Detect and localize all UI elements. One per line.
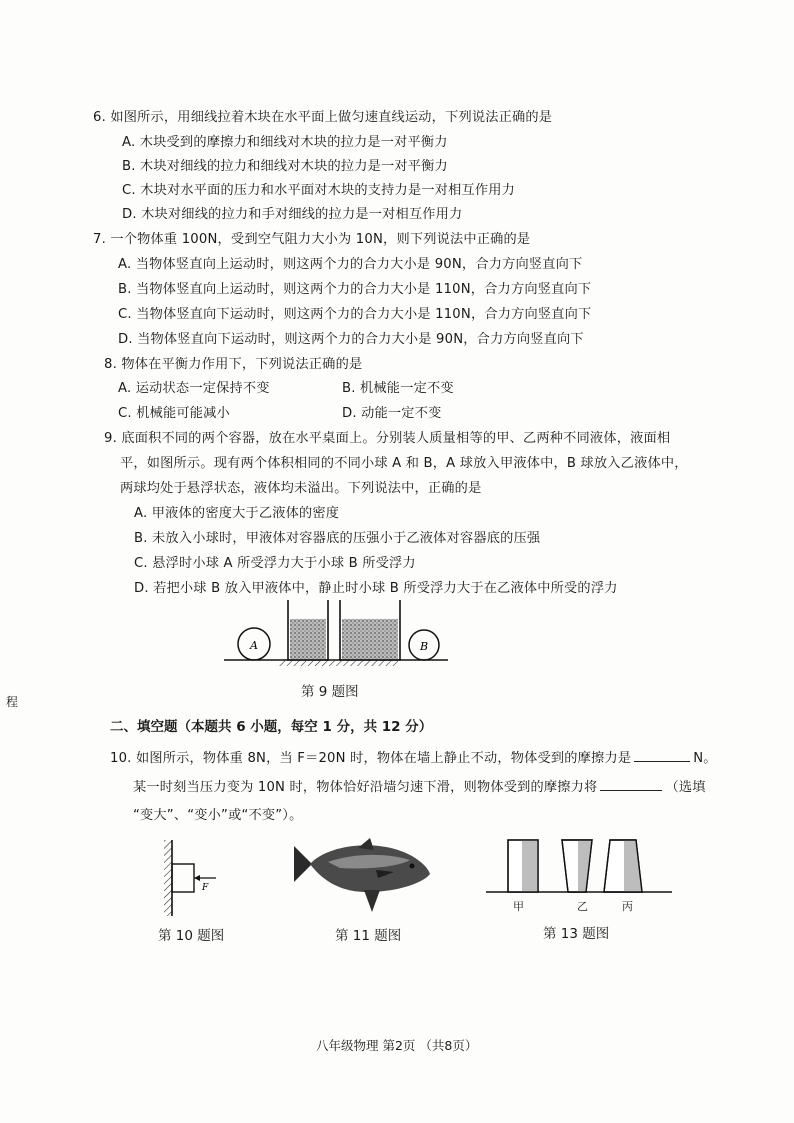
- section-2-title: 二、填空题（本题共 6 小题，每空 1 分，共 12 分）: [110, 719, 433, 735]
- block: [172, 864, 194, 892]
- wall-hatching: [164, 840, 172, 916]
- q9-option-c: C. 悬浮时小球 A 所受浮力大于小球 B 所受浮力: [134, 556, 416, 571]
- q10-answer-blank-1[interactable]: [634, 749, 690, 762]
- q7-option-d: D. 当物体竖直向下运动时，则这两个力的合力大小是 90N，合力方向竖直向下: [118, 332, 584, 347]
- container-yi-13-fill: [578, 840, 592, 892]
- q6-option-a: A. 木块受到的摩擦力和细线对木块的拉力是一对平衡力: [122, 135, 448, 150]
- q7-option-a: A. 当物体竖直向上运动时，则这两个力的合力大小是 90N，合力方向竖直向下: [118, 257, 583, 272]
- q9-stem-line2: 平，如图所示。现有两个体积相同的不同小球 A 和 B，A 球放入甲液体中，B 球放入乙液体中，: [120, 456, 688, 471]
- fish-ventral-fin: [364, 890, 380, 912]
- q10-figure-caption: 第 10 题图: [158, 928, 225, 944]
- ball-b-label: B: [420, 640, 429, 653]
- ball-a-label: A: [250, 639, 258, 652]
- q6-option-c: C. 木块对水平面的压力和水平面对木块的支持力是一对相互作用力: [122, 183, 516, 198]
- q7-stem: 7. 一个物体重 100N，受到空气阻力大小为 10N，则下列说法中正确的是: [93, 232, 531, 247]
- force-label: F: [202, 883, 209, 893]
- q9-stem-line1: 9. 底面积不同的两个容器，放在水平桌面上。分别装人质量相等的甲、乙两种不同液体，液面相: [104, 431, 671, 446]
- q9-figure-caption: 第 9 题图: [301, 684, 359, 700]
- q11-figure: [288, 836, 433, 916]
- q6-option-d: D. 木块对细线的拉力和手对细线的拉力是一对相互作用力: [122, 207, 463, 222]
- q6-stem: 6. 如图所示，用细线拉着木块在水平面上做匀速直线运动，下列说法正确的是: [93, 110, 553, 125]
- q10-line1-text: 10. 如图所示，物体重 8N，当 F＝20N 时，物体在墙上静止不动，物体受到的摩擦力是: [110, 751, 632, 766]
- q9-figure: [218, 600, 458, 672]
- q11-figure-caption: 第 11 题图: [335, 928, 402, 944]
- q9-stem-line3: 两球均处于悬浮状态，液体均未溢出。下列说法中，正确的是: [120, 481, 482, 496]
- q9-option-b: B. 未放入小球时，甲液体对容器底的压强小于乙液体对容器底的压强: [134, 531, 541, 546]
- q8-option-a: A. 运动状态一定保持不变: [118, 381, 270, 396]
- container-jia-13-fill: [522, 840, 538, 892]
- q10-line1: [110, 747, 717, 766]
- q8-option-d: D. 动能一定不变: [342, 406, 442, 421]
- q13-figure-caption: 第 13 题图: [543, 926, 610, 942]
- q10-line2-tail: （选填: [665, 780, 706, 795]
- margin-note: 程: [6, 695, 19, 709]
- fish-tail: [294, 846, 312, 882]
- q8-option-b: B. 机械能一定不变: [342, 381, 454, 396]
- liquid-jia: [290, 619, 326, 659]
- fish-eye: [410, 864, 415, 869]
- q8-stem: 8. 物体在平衡力作用下，下列说法正确的是: [104, 357, 363, 372]
- q10-line1-unit: N。: [693, 751, 717, 766]
- fish-dorsal-fin: [358, 838, 374, 850]
- page-footer: 八年级物理 第2页 （共8页）: [316, 1038, 478, 1053]
- q7-option-b: B. 当物体竖直向上运动时，则这两个力的合力大小是 110N，合力方向竖直向下: [118, 282, 592, 297]
- table-surface-hatching: [278, 660, 398, 666]
- q13-label-jia: 甲: [513, 900, 524, 913]
- q13-label-bing: 丙: [622, 900, 633, 913]
- q8-option-c: C. 机械能可能减小: [118, 406, 230, 421]
- q10-line2: [133, 776, 706, 795]
- q10-line2-text: 某一时刻当压力变为 10N 时，物体恰好沿墙匀速下滑，则物体受到的摩擦力将: [133, 780, 598, 795]
- q9-option-a: A. 甲液体的密度大于乙液体的密度: [134, 506, 340, 521]
- q6-option-b: B. 木块对细线的拉力和细线对木块的拉力是一对平衡力: [122, 159, 448, 174]
- q9-option-d: D. 若把小球 B 放入甲液体中，静止时小球 B 所受浮力大于在乙液体中所受的浮力: [134, 581, 618, 596]
- liquid-yi: [342, 619, 398, 659]
- q7-option-c: C. 当物体竖直向下运动时，则这两个力的合力大小是 110N，合力方向竖直向下: [118, 307, 592, 322]
- fish-body: [310, 845, 430, 892]
- force-arrow-head: [194, 875, 200, 881]
- q10-figure: [160, 838, 230, 920]
- q10-answer-blank-2[interactable]: [600, 778, 662, 791]
- q13-figure: [484, 836, 674, 898]
- q10-line3: “变大”、“变小”或“不变”）。: [133, 808, 303, 823]
- q13-label-yi: 乙: [577, 900, 588, 913]
